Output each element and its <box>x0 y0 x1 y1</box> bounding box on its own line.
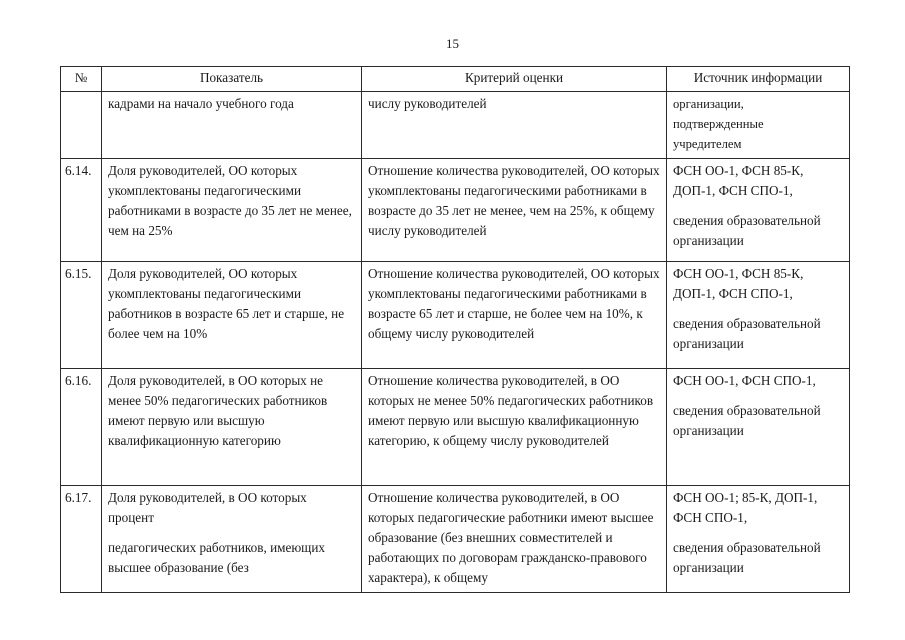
row-number: 6.17. <box>61 486 102 593</box>
table-row <box>61 486 850 593</box>
criterion-text: Отношение количества руководителей, в ОО которых педагогические работники имеют высшее образование (без внешних совместителей и работающих по договорам гражданско-правового характера), к общему <box>368 490 654 585</box>
indicator-cell <box>102 369 362 486</box>
criterion-text: Отношение количества руководителей, ОО которых укомплектованы педагогическими работниками в возрасте до 35 лет не менее, чем на 25%, к общему числу руководителей <box>368 163 660 238</box>
row-number: 6.14. <box>61 159 102 262</box>
source-text: сведения образовательной организации <box>673 403 821 438</box>
criterion-text: Отношение количества руководителей, в ОО которых не менее 50% педагогических работников имеют первую или высшую квалификационную категорию, к общему числу руководителей <box>368 373 654 448</box>
table-row <box>61 262 850 369</box>
source-text: ФСН ОО-1; 85-К, ДОП-1, ФСН СПО-1, <box>673 490 818 525</box>
criterion-cell <box>362 159 667 262</box>
source-cell <box>667 486 850 593</box>
header-indicator: Показатель <box>102 67 362 92</box>
indicators-table <box>60 66 850 593</box>
indicator-cell <box>102 486 362 593</box>
row-number <box>61 92 102 159</box>
page-number: 15 <box>446 36 459 51</box>
indicator-text: Доля руководителей, ОО которых укомплектованы педагогическими работниками в возрасте до 35 лет не менее, чем на 25% <box>108 163 352 238</box>
criterion-cell <box>362 262 667 369</box>
table-row <box>61 159 850 262</box>
source-cell <box>667 262 850 369</box>
indicator-cell <box>102 262 362 369</box>
criterion-cell <box>362 486 667 593</box>
row-number: 6.15. <box>61 262 102 369</box>
source-text: ФСН ОО-1, ФСН 85-К, ДОП-1, ФСН СПО-1, <box>673 163 804 198</box>
source-cell <box>667 159 850 262</box>
source-text: сведения образовательной организации <box>673 540 821 575</box>
source-text: ФСН ОО-1, ФСН 85-К, ДОП-1, ФСН СПО-1, <box>673 266 804 301</box>
indicator-text: Доля руководителей, в ОО которых процент <box>108 490 307 525</box>
criterion-cell <box>362 369 667 486</box>
indicator-text: педагогических работников, имеющих высшее образование (без <box>108 540 325 575</box>
table-row <box>61 369 850 486</box>
indicator-cell <box>102 92 362 159</box>
source-cell <box>667 92 850 159</box>
source-cell <box>667 369 850 486</box>
table-row <box>61 92 850 159</box>
source-text: подтвержденные <box>673 117 764 131</box>
source-text: организации, <box>673 97 744 111</box>
criterion-text: Отношение количества руководителей, ОО которых укомплектованы педагогическими работниками в возрасте 65 лет и старше, не более чем на 10%, к общему числу руководителей <box>368 266 660 341</box>
header-criterion: Критерий оценки <box>362 67 667 92</box>
source-text: ФСН ОО-1, ФСН СПО-1, <box>673 373 816 388</box>
table-header-row <box>61 67 850 92</box>
indicator-text: Доля руководителей, ОО которых укомплектованы педагогическими работников в возрасте 65 лет и старше, не более чем на 10% <box>108 266 345 341</box>
source-text: учредителем <box>673 137 742 151</box>
criterion-cell <box>362 92 667 159</box>
indicator-text: кадрами на начало учебного года <box>108 96 294 111</box>
row-number: 6.16. <box>61 369 102 486</box>
source-text: сведения образовательной организации <box>673 213 821 248</box>
header-number: № <box>61 67 102 92</box>
criterion-text: числу руководителей <box>368 96 487 111</box>
header-source: Источник информации <box>667 67 850 92</box>
indicator-cell <box>102 159 362 262</box>
indicator-text: Доля руководителей, в ОО которых не менее 50% педагогических работников имеют первую или высшую квалификационную категорию <box>108 373 328 448</box>
source-text: сведения образовательной организации <box>673 316 821 351</box>
